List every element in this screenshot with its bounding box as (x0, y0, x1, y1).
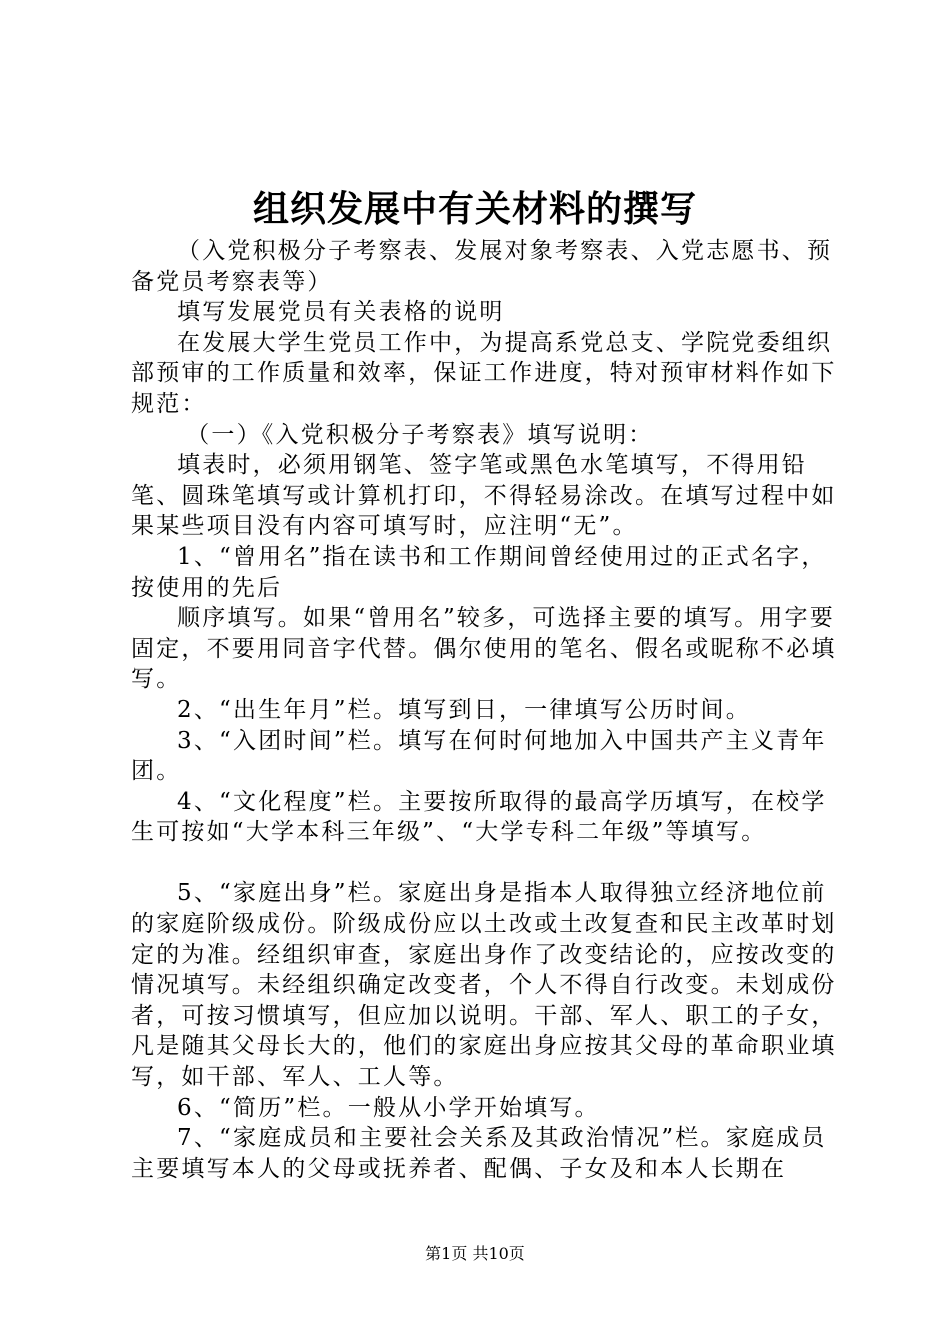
paragraph-item-4: 4、“文化程度”栏。主要按所取得的最高学历填写，在校学生可按如“大学本科三年级”、“大学专科二年级”等填写。 (131, 788, 827, 846)
page-number: 第1页 共10页 (425, 1244, 525, 1263)
document-title: 组织发展中有关材料的撰写 (252, 188, 697, 230)
paragraph-intro: 在发展大学生党员工作中，为提高系党总支、学院党委组织部预审的工作质量和效率，保证工作进度，特对预审材料作如下规范： (131, 329, 837, 417)
paragraph-item-7: 7、“家庭成员和主要社会关系及其政治情况”栏。家庭成员主要填写本人的父母或抚养者、配偶、子女及和本人长期在 (131, 1125, 827, 1182)
paragraph-item-2: 2、“出生年月”栏。填写到日，一律填写公历时间。 (177, 696, 751, 723)
blank-line (131, 848, 839, 879)
paragraph: 顺序填写。如果“曾用名”较多，可选择主要的填写。用字要固定，不要用同音字代替。偶尔使用的笔名、假名或昵称不必填写。 (131, 605, 837, 693)
document-body (131, 236, 839, 1184)
paragraph-heading: 填写发展党员有关表格的说明 (177, 299, 505, 326)
paragraph: 填表时，必须用钢笔、签字笔或黑色水笔填写，不得用铅笔、圆珠笔填写或计算机打印，不得轻易涂改。在填写过程中如果某些项目没有内容可填写时，应注明“无”。 (131, 452, 837, 540)
paragraph-item-5: 5、“家庭出身”栏。家庭出身是指本人取得独立经济地位前的家庭阶级成份。阶级成份应以土改或土改复查和民主改革时划定的为准。经组织审查，家庭出身作了改变结论的，应按改变的情况填写。未经组织确定改变者，个人不得自行改变。未划成份者，可按习惯填写，但应加以说明。干部、军人、职工的子女，凡是随其父母长大的，他们的家庭出身应按其父母的革命职业填写，如干部、军人、工人等。 (131, 880, 837, 1091)
paragraph-subtitle: （入党积极分子考察表、发展对象考察表、入党志愿书、预备党员考察表等） (131, 238, 833, 295)
paragraph-section-heading: （一）《入党积极分子考察表》填写说明： (186, 421, 654, 448)
paragraph-item-6: 6、“简历”栏。一般从小学开始填写。 (177, 1094, 600, 1121)
paragraph-item-1: 1、“曾用名”指在读书和工作期间曾经使用过的正式名字，按使用的先后 (131, 543, 827, 601)
paragraph-item-3: 3、“入团时间”栏。填写在何时何地加入中国共产主义青年团。 (131, 727, 827, 785)
